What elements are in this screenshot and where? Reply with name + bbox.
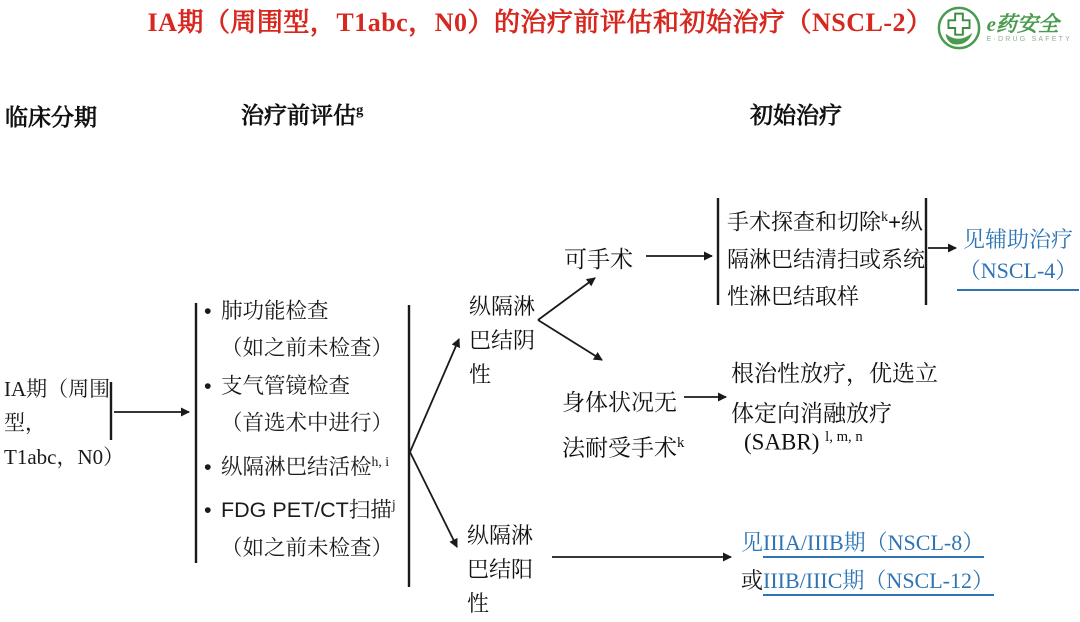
footnote-k: k (677, 435, 685, 451)
page-title: IA期（周围型，T1abc，N0）的治疗前评估和初始治疗（NSCL-2） (147, 8, 933, 37)
link-row-nscl-12 (741, 562, 994, 600)
footnote-hi: h, i (371, 453, 390, 469)
node-surgical-resection (727, 199, 927, 316)
surgery-text: 手术探查和切除 (727, 209, 882, 235)
eval-item-text: FDG PET/CT扫描 (221, 498, 392, 523)
sabr-text: (SABR) (744, 429, 820, 455)
link-nscl-8[interactable]: IIIA/IIIB期（NSCL-8） (763, 530, 984, 558)
node-definitive-radiotherapy: 根治性放疗，优选立体定向消融放疗 (731, 360, 938, 426)
pretreatment-evaluation-list (204, 293, 410, 567)
bullet-icon: • (204, 373, 212, 398)
logo-text: e药安全 (986, 12, 1059, 36)
inoperable-line1: 身体状况无 (562, 389, 677, 415)
eval-note-text: （如之前未检查） (221, 535, 394, 560)
eval-item-fdg-pet-ct (204, 486, 410, 530)
node-operable: 可手术 (564, 246, 633, 272)
eval-item-bronchoscopy (204, 368, 410, 405)
bullet-icon: • (204, 498, 212, 523)
eval-item-lung-function (204, 293, 410, 330)
link-row-nscl-8 (741, 524, 994, 562)
node-medically-inoperable (562, 382, 684, 469)
footnote-k: k (881, 209, 889, 225)
footnote-j: j (391, 497, 396, 513)
inoperable-line2 (562, 423, 684, 469)
logo-subtitle: E·DRUG SAFETY (986, 36, 1072, 43)
inoperable-line2-text: 法耐受手术 (562, 434, 677, 461)
link-prefix-see: 见 (741, 530, 764, 555)
eval-note (204, 330, 410, 367)
bullet-icon: • (204, 454, 212, 479)
stage-label: IA期（周围型，T1abc，N0） (4, 377, 125, 469)
links-stage3-references (741, 524, 994, 599)
column-header-pretreatment-evaluation (241, 97, 363, 130)
footnote-lmn: l, m, n (825, 429, 863, 445)
eval-note (204, 530, 410, 567)
eval-item-text: 支气管镜检查 (221, 373, 351, 398)
eval-note-text: （如之前未检查） (221, 336, 394, 361)
node-mediastinal-negative: 纵隔淋巴结阴性 (469, 294, 536, 387)
link-adjuvant-line1: 见辅助治疗 (962, 227, 1073, 252)
e-drug-safety-logo (936, 5, 1072, 51)
surgery-text-2: +纵隔淋巴结清扫或系统性淋巴结取样 (727, 209, 926, 310)
pretreatment-eval-label: 治疗前评估 (241, 102, 356, 128)
eval-note-text: （首选术中进行） (221, 411, 394, 436)
link-nscl-12[interactable]: IIIB/IIIC期（NSCL-12） (763, 568, 994, 596)
eval-note (204, 405, 410, 442)
link-prefix-or: 或 (741, 567, 764, 593)
column-header-initial-treatment: 初始治疗 (750, 102, 842, 128)
bullet-icon: • (204, 299, 212, 323)
logo-icon (936, 5, 982, 51)
node-sabr (744, 429, 863, 456)
footnote-g: g (356, 102, 364, 119)
node-mediastinal-positive: 纵隔淋巴结阳性 (467, 523, 534, 616)
link-adjuvant-line2: （NSCL-4） (958, 258, 1078, 283)
eval-item-mediastinal-biopsy (204, 443, 410, 487)
link-adjuvant-therapy-nscl-4[interactable] (957, 224, 1079, 291)
column-header-clinical-staging: 临床分期 (5, 104, 97, 130)
eval-item-text: 纵隔淋巴结活检 (221, 454, 372, 479)
eval-item-text: 肺功能检查 (221, 299, 329, 323)
